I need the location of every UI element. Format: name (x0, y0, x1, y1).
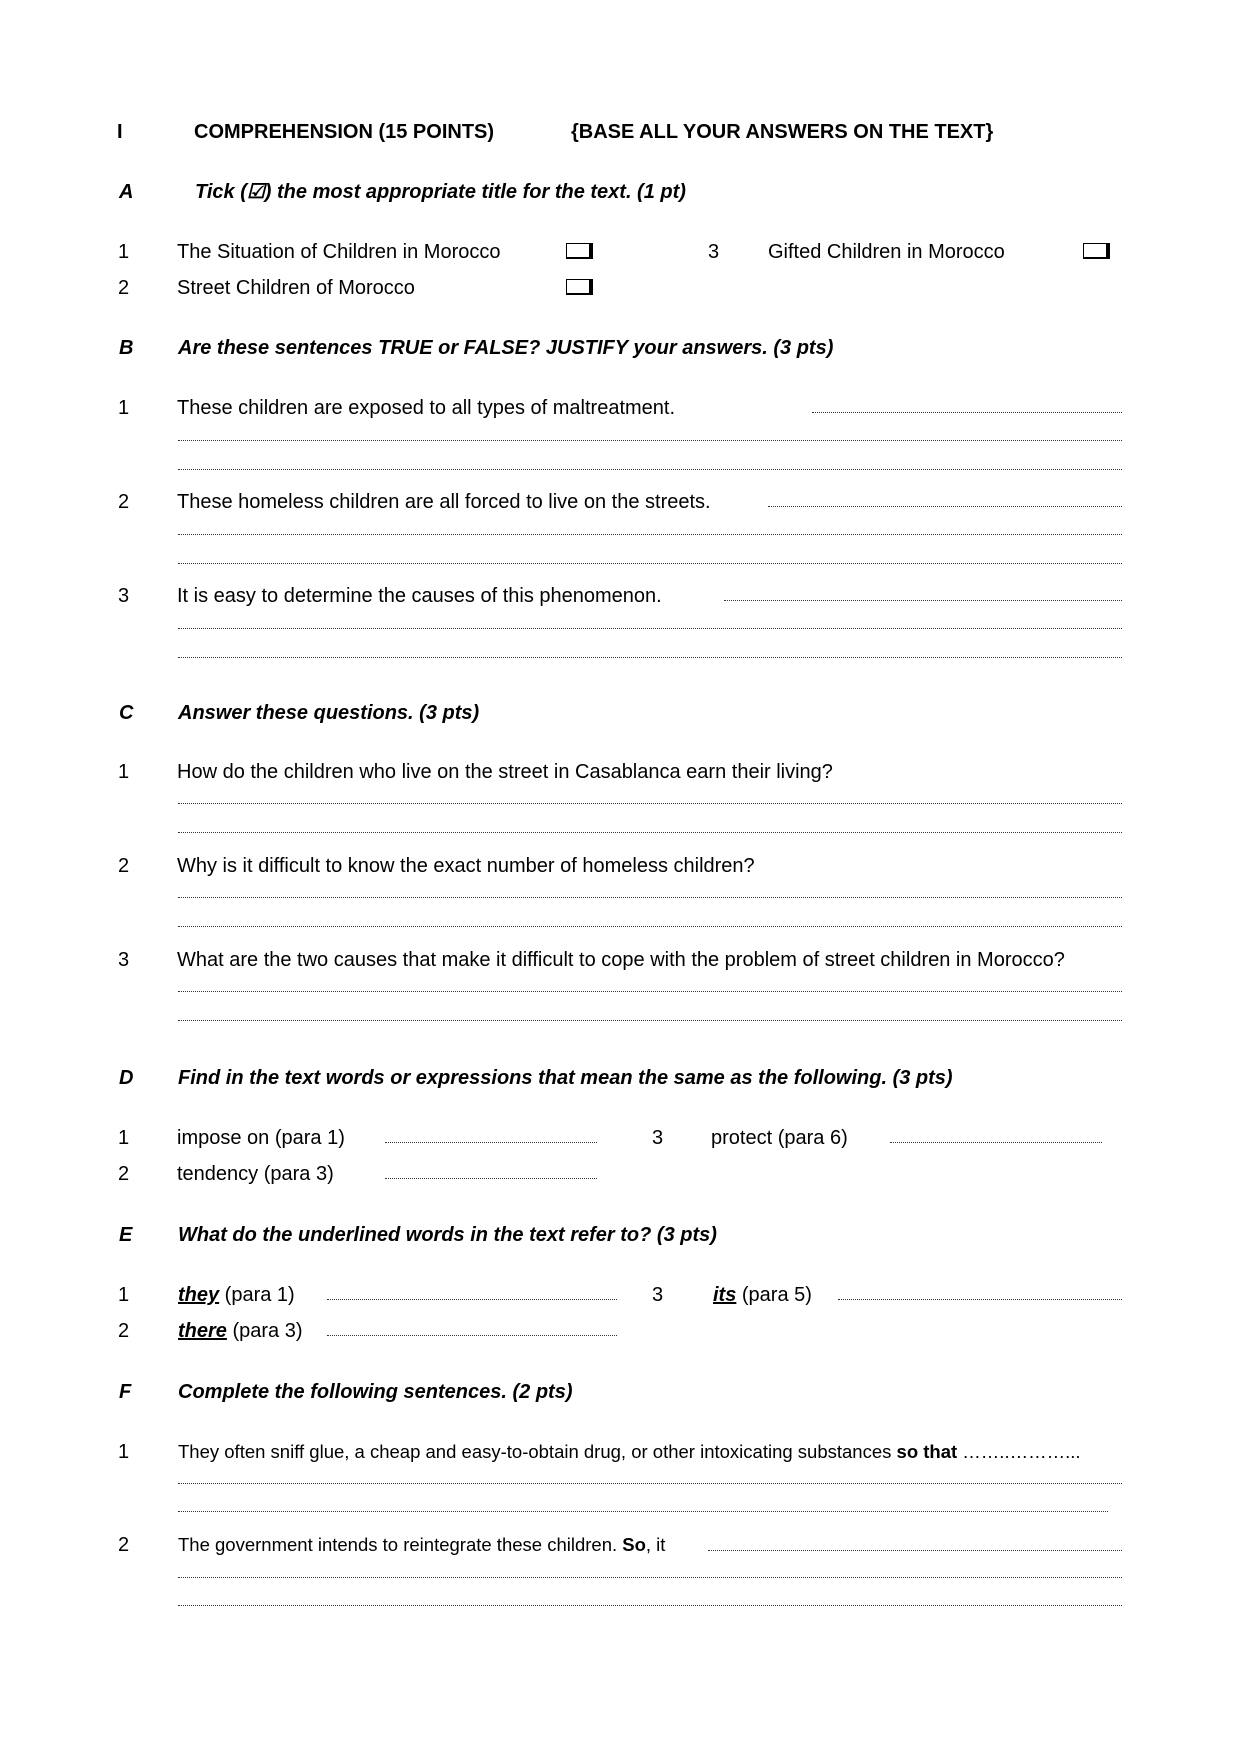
item-number: 1 (118, 1284, 130, 1306)
answer-line[interactable] (178, 657, 1122, 658)
title-option-label: Gifted Children in Morocco (768, 241, 1005, 263)
question-text: How do the children who live on the street in Casablanca earn their living? (177, 761, 833, 783)
answer-line[interactable] (178, 534, 1122, 535)
sentence-tail: , it (645, 1534, 666, 1555)
answer-line[interactable] (724, 600, 1122, 601)
answer-line[interactable] (178, 1605, 1122, 1606)
connector-word: so that (896, 1441, 958, 1462)
section-instruction: Tick (☑) the most appropriate title for the text. (1 pt) (195, 181, 686, 203)
option-checkbox[interactable] (566, 279, 593, 295)
question-text: What are the two causes that make it difficult to cope with the problem of street children in Morocco? (177, 949, 1065, 971)
item-number: 3 (652, 1127, 664, 1149)
paragraph-ref: (para 5) (736, 1284, 812, 1306)
header-note: {BASE ALL YOUR ANSWERS ON THE TEXT} (571, 121, 994, 143)
vocab-prompt: protect (para 6) (711, 1127, 848, 1149)
title-option-label: Street Children of Morocco (177, 277, 415, 299)
answer-line[interactable] (178, 469, 1122, 470)
option-checkbox[interactable] (566, 243, 593, 259)
paragraph-ref: (para 1) (219, 1284, 295, 1306)
reference-word: they (178, 1284, 220, 1306)
item-number: 1 (118, 241, 130, 263)
item-number: 1 (118, 1127, 130, 1149)
section-letter: F (119, 1381, 132, 1403)
reference-word: its (713, 1284, 737, 1306)
answer-line[interactable] (708, 1550, 1122, 1551)
statement-text: It is easy to determine the causes of this phenomenon. (177, 585, 662, 607)
page-title: COMPREHENSION (15 POINTS) (194, 121, 495, 143)
item-number: 2 (118, 277, 130, 299)
answer-line[interactable] (890, 1142, 1102, 1143)
item-number: 3 (652, 1284, 664, 1306)
reference-prompt (713, 1285, 812, 1305)
connector-word: So (622, 1534, 646, 1555)
answer-line[interactable] (838, 1299, 1122, 1300)
title-option-label: The Situation of Children in Morocco (177, 241, 501, 263)
section-letter: A (119, 181, 134, 203)
section-letter: D (119, 1067, 134, 1089)
item-number: 3 (118, 949, 130, 971)
section-instruction: Answer these questions. (3 pts) (178, 702, 480, 724)
answer-line[interactable] (178, 897, 1122, 898)
answer-line[interactable] (178, 563, 1122, 564)
section-instruction: What do the underlined words in the text refer to? (3 pts) (178, 1224, 717, 1246)
item-number: 2 (118, 491, 130, 513)
section-instruction: Complete the following sentences. (2 pts) (178, 1381, 573, 1403)
statement-text: These children are exposed to all types of maltreatment. (177, 397, 676, 419)
section-instruction: Are these sentences TRUE or FALSE? JUSTIFY your answers. (3 pts) (178, 337, 834, 359)
paragraph-ref: (para 3) (226, 1320, 303, 1342)
item-number: 2 (118, 1163, 130, 1185)
question-text: Why is it difficult to know the exact number of homeless children? (177, 855, 755, 877)
answer-line[interactable] (385, 1178, 597, 1179)
reference-prompt (178, 1321, 303, 1341)
answer-line[interactable] (178, 1483, 1122, 1484)
item-number: 1 (118, 397, 130, 419)
sentence-stem (178, 1536, 665, 1555)
item-number: 3 (708, 241, 720, 263)
item-number: 1 (118, 1441, 130, 1463)
answer-line[interactable] (178, 1020, 1122, 1021)
answer-line[interactable] (178, 1511, 1108, 1512)
item-number: 3 (118, 585, 130, 607)
answer-line[interactable] (385, 1142, 597, 1143)
answer-line[interactable] (178, 628, 1122, 629)
sentence-stem (178, 1443, 1081, 1462)
option-checkbox[interactable] (1083, 243, 1110, 259)
item-number: 2 (118, 1534, 130, 1556)
answer-line[interactable] (178, 803, 1122, 804)
item-number: 1 (118, 761, 130, 783)
answer-line[interactable] (178, 440, 1122, 441)
reference-word: there (178, 1320, 227, 1342)
answer-line[interactable] (327, 1299, 617, 1300)
answer-line[interactable] (178, 832, 1122, 833)
section-letter: B (119, 337, 134, 359)
section-letter: E (119, 1224, 133, 1246)
vocab-prompt: tendency (para 3) (177, 1163, 334, 1185)
item-number: 2 (118, 1320, 130, 1342)
answer-line[interactable] (327, 1335, 617, 1336)
answer-line[interactable] (178, 926, 1122, 927)
section-instruction: Find in the text words or expressions that mean the same as the following. (3 pts) (178, 1067, 953, 1089)
sentence-text: The government intends to reintegrate these children. (178, 1534, 623, 1555)
statement-text: These homeless children are all forced to live on the streets. (177, 491, 711, 513)
reference-prompt (178, 1285, 295, 1305)
section-letter: C (119, 702, 134, 724)
sentence-tail: ……..………... (957, 1441, 1081, 1462)
answer-line[interactable] (812, 412, 1122, 413)
answer-line[interactable] (178, 991, 1122, 992)
vocab-prompt: impose on (para 1) (177, 1127, 345, 1149)
sentence-text: They often sniff glue, a cheap and easy-to-obtain drug, or other intoxicating substances (178, 1441, 897, 1462)
answer-line[interactable] (768, 506, 1122, 507)
section-numeral: I (117, 121, 123, 143)
item-number: 2 (118, 855, 130, 877)
answer-line[interactable] (178, 1577, 1122, 1578)
